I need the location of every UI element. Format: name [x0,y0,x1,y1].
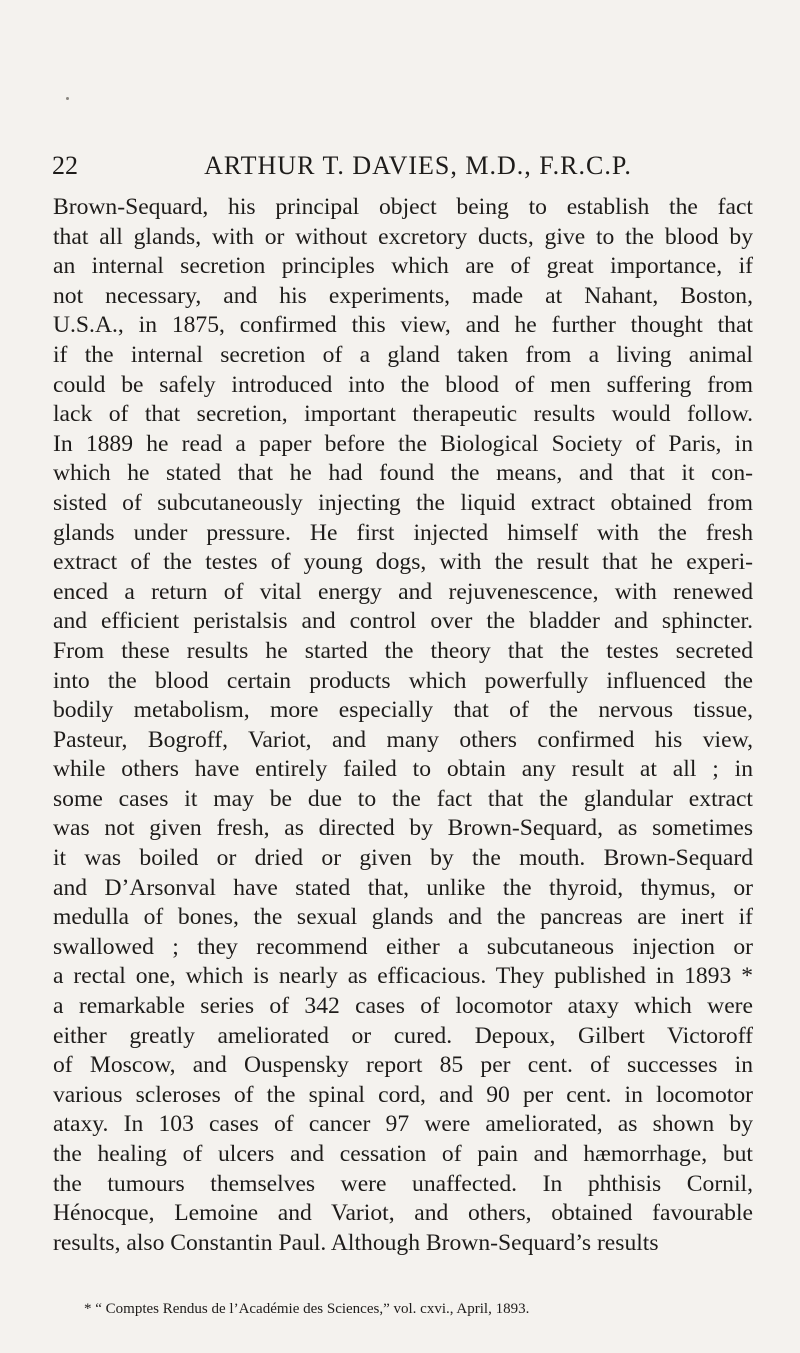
text-line: In 1889 he read a paper before the Biological Society of Paris, in [53,430,753,457]
text-line: that all glands, with or without excretory ducts, give to the blood by [53,223,753,250]
text-line: Pasteur, Bogroff, Variot, and many others confirmed his view, [53,726,753,753]
text-line: was not given fresh, as directed by Brown-Sequard, as sometimes [53,815,753,842]
text-line: a rectal one, which is nearly as efficacious. They published in 1893 * [53,963,753,990]
text-line: swallowed ; they recommend either a subcutaneous injection or [53,933,753,960]
text-line: an internal secretion principles which are of great importance, if [53,253,753,280]
text-line: it was boiled or dried or given by the mouth. Brown-Sequard [53,845,753,872]
page-number: 22 [52,151,78,180]
text-line: various scleroses of the spinal cord, and 90 per cent. in locomotor [53,1081,753,1108]
text-line: Brown-Sequard, his principal object being to establish the fact [53,194,753,220]
running-head: ARTHUR T. DAVIES, M.D., F.R.C.P. [204,151,632,180]
text-line: and efficient peristalsis and control over the bladder and sphincter. [53,608,753,635]
text-line: which he stated that he had found the means, and that it con- [53,460,753,487]
text-line: lack of that secretion, important therapeutic results would follow. [53,401,753,428]
text-line: the healing of ulcers and cessation of pain and hæmorrhage, but [53,1141,753,1167]
page-header [52,148,752,184]
text-line: the tumours themselves were unaffected. In phthisis Cornil, [53,1170,753,1197]
text-line: some cases it may be due to the fact that the glandular extract [53,785,753,812]
text-line: a remarkable series of 342 cases of locomotor ataxy which were [53,993,753,1020]
footnote: * “ Comptes Rendus de l’Académie des Sciences,” vol. cxvi., April, 1893. [84,1301,530,1317]
body-text [53,193,753,1258]
text-line: glands under pressure. He first injected himself with the fresh [53,519,753,546]
text-line: U.S.A., in 1875, confirmed this view, and he further thought that [53,312,753,339]
text-line: bodily metabolism, more especially that of the nervous tissue, [53,697,753,724]
text-line: ataxy. In 103 cases of cancer 97 were ameliorated, as shown by [53,1111,753,1138]
text-line: not necessary, and his experiments, made at Nahant, Boston, [53,282,753,309]
text-line: results, also Constantin Paul. Although Brown-Sequard’s results [53,1229,659,1256]
text-line: either greatly ameliorated or cured. Depoux, Gilbert Victoroff [53,1022,753,1049]
text-line: extract of the testes of young dogs, with the result that he experi- [53,549,753,576]
text-line: From these results he started the theory that the testes secreted [53,637,753,664]
text-line: Hénocque, Lemoine and Variot, and others, obtained favourable [53,1200,753,1227]
text-line: enced a return of vital energy and rejuvenescence, with renewed [53,578,753,605]
text-line: into the blood certain products which powerfully influenced the [53,667,753,694]
text-line: of Moscow, and Ouspensky report 85 per cent. of successes in [53,1052,753,1079]
text-line: while others have entirely failed to obtain any result at all ; in [53,756,753,783]
paper-speck [66,97,69,100]
text-line: medulla of bones, the sexual glands and the pancreas are inert if [53,904,753,931]
text-line: and D’Arsonval have stated that, unlike the thyroid, thymus, or [53,874,753,901]
text-line: could be safely introduced into the blood of men suffering from [53,371,753,398]
text-line: if the internal secretion of a gland taken from a living animal [53,341,753,368]
text-line: sisted of subcutaneously injecting the liquid extract obtained from [53,489,753,516]
